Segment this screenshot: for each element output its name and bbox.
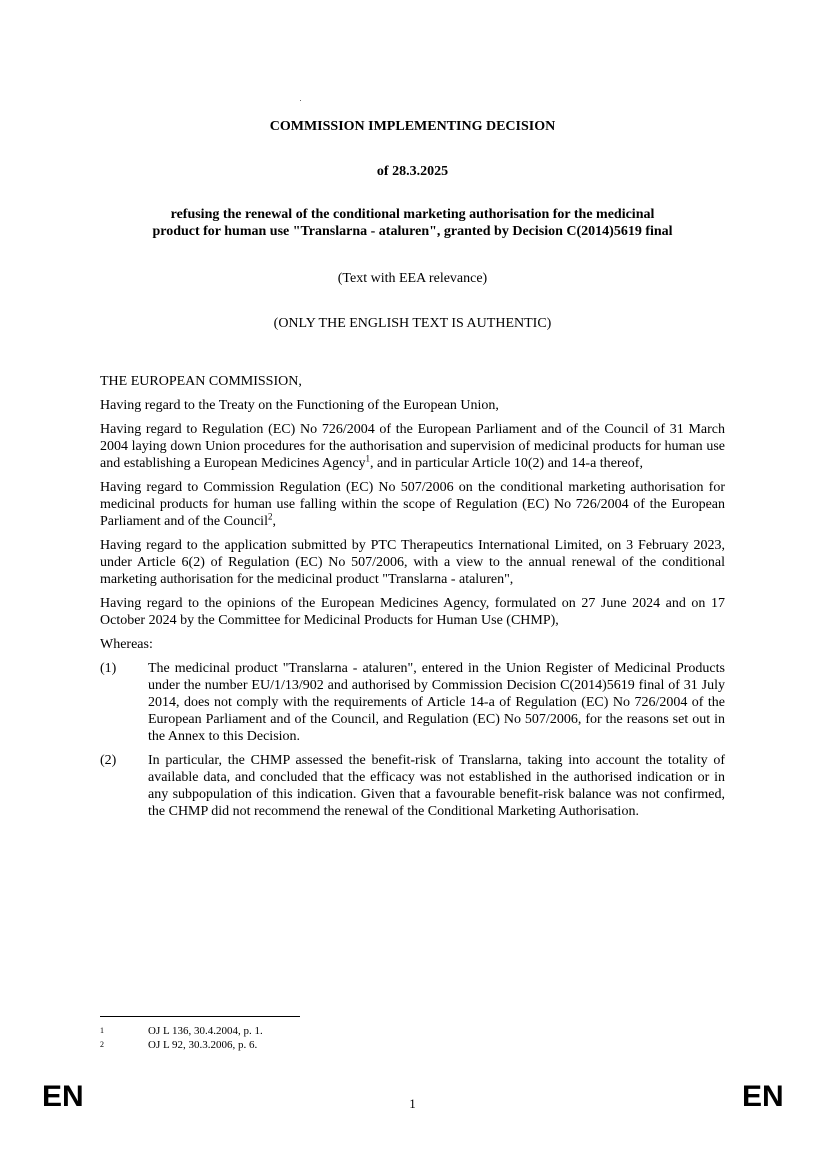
regulation-507-citation	[100, 479, 725, 530]
recital-1	[100, 660, 725, 745]
application-citation: Having regard to the application submitted by PTC Therapeutics International Limited, on 3 February 2023, under Article 6(2) of Regulation (EC) No 507/2006, with a view to the annual renewal of the conditional marketing authorisation for the medicinal product "Translarna - ataluren",	[100, 538, 725, 587]
treaty-citation: Having regard to the Treaty on the Functioning of the European Union,	[100, 398, 499, 413]
regulation-726-text: Having regard to Regulation (EC) No 726/2004 of the European Parliament and of the Council of 31 March 2004 laying down Union procedures for the authorisation and supervision of medicinal products for human use and establishing a European Medicines Agency	[100, 422, 725, 471]
footnote-text: OJ L 136, 30.4.2004, p. 1.	[148, 1025, 263, 1037]
footnotes	[100, 1024, 263, 1052]
footnote-number: 2	[100, 1040, 104, 1049]
eea-relevance: (Text with EEA relevance)	[337, 271, 488, 286]
footnote-ref-1[interactable]: 1	[365, 453, 371, 464]
footnote-ref-2[interactable]: 2	[267, 511, 273, 522]
document-body	[100, 373, 725, 827]
recital-number: (1)	[100, 661, 117, 676]
whereas-heading: Whereas:	[100, 637, 153, 652]
language-code-left: EN	[42, 1080, 84, 1113]
stray-dot	[300, 100, 301, 101]
document-subject	[80, 206, 745, 240]
regulation-507-text-end: ,	[272, 514, 276, 529]
opinions-citation: Having regard to the opinions of the European Medicines Agency, formulated on 27 June 2024 and on 17 October 2024 by the Committee for Medicinal Products for Human Use (CHMP),	[100, 596, 725, 628]
document-title: COMMISSION IMPLEMENTING DECISION	[269, 119, 556, 134]
footnote-number: 1	[100, 1026, 104, 1035]
footnote-text: OJ L 92, 30.3.2006, p. 6.	[148, 1039, 258, 1051]
footnote-1	[100, 1024, 263, 1038]
subject-line-1: refusing the renewal of the conditional marketing authorisation for the medicinal	[170, 207, 655, 222]
recital-2	[100, 752, 725, 820]
regulation-507-text: Having regard to Commission Regulation (EC) No 507/2006 on the conditional marketing authorisation for medicinal products for human use falling within the scope of Regulation (EC) No 726/2004 of the European Parliament and of the Council	[100, 480, 725, 529]
subject-line-2: product for human use "Translarna - ataluren", granted by Decision C(2014)5619 final	[152, 224, 673, 239]
page-number: 1	[409, 1096, 416, 1111]
authentic-language-note: (ONLY THE ENGLISH TEXT IS AUTHENTIC)	[273, 316, 552, 331]
language-code-right: EN	[742, 1080, 784, 1113]
recital-text: The medicinal product "Translarna - ataluren", entered in the Union Register of Medicinal Products under the number EU/1/13/902 and authorised by Commission Decision C(2014)5619 final of 31 July 2014, does not comply with the requirements of Article 14-a of Regulation (EC) No 726/2004 of the European Parliament and of the Council, and Regulation (EC) No 507/2006, for the reasons set out in the Annex to this Decision.	[148, 661, 725, 744]
regulation-726-citation	[100, 421, 725, 472]
regulation-726-text-end: , and in particular Article 10(2) and 14-a thereof,	[370, 456, 643, 471]
commission-line: THE EUROPEAN COMMISSION,	[100, 374, 302, 389]
footnote-separator	[100, 1016, 300, 1017]
document-date: of 28.3.2025	[376, 164, 449, 179]
recital-number: (2)	[100, 753, 117, 768]
footnote-2	[100, 1038, 263, 1052]
recital-text: In particular, the CHMP assessed the benefit-risk of Translarna, taking into account the totality of available data, and concluded that the efficacy was not established in the authorised indication or in any subpopulation of this indication. Given that a favourable benefit-risk balance was not confirmed, the CHMP did not recommend the renewal of the Conditional Marketing Authorisation.	[148, 753, 725, 819]
